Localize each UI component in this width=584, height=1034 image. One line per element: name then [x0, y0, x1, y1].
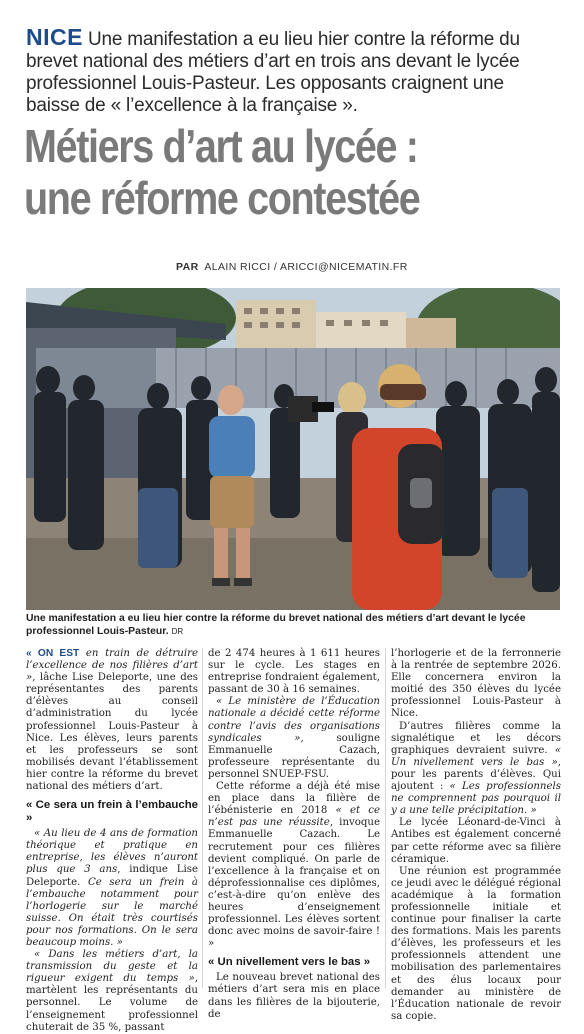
byline-author: ALAIN RICCI / ARICCI@NICEMATIN.FR [204, 261, 408, 273]
text: Cette réforme a déjà été mise en place dans la filière de l’ébénisterie en 2018 [208, 781, 380, 817]
paragraph [208, 696, 380, 781]
text: , pour les parents d’élèves. Qui ajoutent : [391, 756, 561, 793]
protest-photo-illustration [26, 288, 560, 610]
paragraph [26, 949, 198, 1034]
quote: « Le ministère de l’Éducation nationale a décidé cette réforme contre l’avis des organisations syndicales » [208, 696, 380, 744]
text: , invoque Emmanuelle Cazach. Le recrutement pour ces filières devient compliqué. On parle de l’excellence à la française et on déprofessionnalise ces diplômes, c’est-à-dire qu’on enlève des heures d’enseignement professionnel. Les élèves sortent donc avec moins de savoir-faire ! » [208, 817, 380, 950]
text: D’autres filières comme la signalétique et les décors graphiques devraient suivre. [391, 720, 561, 756]
paragraph: de 2 474 heures à 1 611 heures sur le cycle. Les stages en entreprise fondraient également, passant de 30 à 16 semaines. [208, 648, 380, 696]
text: , martèlent les représentants du personnel. Le volume de l’enseignement professionnel chuterait de 35 %, passant [26, 973, 198, 1033]
column-divider [385, 648, 386, 988]
paragraph: Le nouveau brevet national des métiers d’art sera mis en place dans les filières de la bijouterie, de [208, 972, 380, 1020]
column-divider [202, 648, 203, 988]
quote: « Dans les métiers d’art, la transmission du geste et la rigueur exigent du temps » [26, 949, 198, 985]
article-column-3 [391, 648, 561, 1023]
article-column-1 [26, 648, 198, 1034]
caption-text: Une manifestation a eu lieu hier contre la réforme du brevet national des métiers d’art devant le lycée professionnel Louis-Pasteur. [26, 613, 526, 637]
subheading: « Ce sera un frein à l’embauche » [26, 799, 198, 825]
quote: « et ce n’est pas une réussite [208, 805, 380, 829]
article-headline [24, 120, 495, 224]
text: , lâche Lise Deleporte, une des représentantes des parents d’élèves au conseil d’administration du lycée professionnel Louis-Pasteur à Nice. Les élèves, leurs parents et les professeurs se sont mobilisés devant l’établissement hier contre la réforme du brevet national des métiers d’art. [26, 672, 198, 793]
paragraph: Une réunion est programmée ce jeudi avec le délégué régional académique à la formation professionnelle initiale et continue pour finaliser la carte des formations. Mais les parents d’élèves, les professeurs et les professionnels attendent une mobilisation des parlementaires et des élus locaux pour demander au ministère de l’Éducation nationale de revoir sa copie. [391, 865, 561, 1022]
quote: en train de détruire l’excellence de nos filières d’art » [26, 648, 198, 684]
lead-in: « ON EST [26, 648, 80, 659]
location-kicker: NICE [26, 24, 83, 50]
quote: « Au lieu de 4 ans de formation théorique et pratique en entreprise, les élèves n’auront plus que 3 ans [26, 828, 198, 876]
paragraph [26, 828, 198, 949]
paragraph [26, 648, 198, 793]
intro-text: Une manifestation a eu lieu hier contre la réforme du brevet national des métiers d’art en trois ans devant le lycée professionnel Louis-Pasteur. Les opposants craignent une baisse de « l’excellence à la française ». [26, 29, 520, 116]
article-column-2 [208, 648, 380, 1021]
text: , souligne Emmanuelle Cazach, professeure représentante du personnel SNUEP-FSU. [208, 732, 380, 780]
paragraph: Le lycée Léonard-de-Vinci à Antibes est également concerné par cette réforme avec sa filière céramique. [391, 817, 561, 865]
subheading: « Un nivellement vers le bas » [208, 956, 371, 969]
article-intro [26, 26, 562, 117]
headline-line-1: Métiers d’art au lycée : [24, 120, 418, 172]
paragraph: l’horlogerie et de la ferronnerie à la rentrée de septembre 2026. Elle concernera environ la moitié des 350 élèves du lycée professionnel Louis-Pasteur à Nice. [391, 648, 561, 720]
quote: « Les professionnels ne comprennent pas pourquoi il y a une telle précipitation. » [391, 781, 561, 817]
article-photo [26, 288, 560, 610]
paragraph [208, 781, 380, 950]
headline-line-2: une réforme contestée [24, 172, 420, 224]
text: , indique Lise Deleporte. [26, 864, 198, 888]
byline-prefix: PAR [176, 261, 199, 273]
byline [176, 261, 408, 273]
photo-credit: DR [171, 626, 184, 636]
paragraph [391, 721, 561, 818]
photo-caption [26, 613, 560, 638]
quote: « Un nivellement vers le bas » [391, 744, 561, 768]
quote: Ce sera un frein à l’embauche notamment pour l’horlogerie sur le marché suisse. On était très courtisés pour nos formations. On le sera beaucoup moins. » [26, 876, 198, 948]
